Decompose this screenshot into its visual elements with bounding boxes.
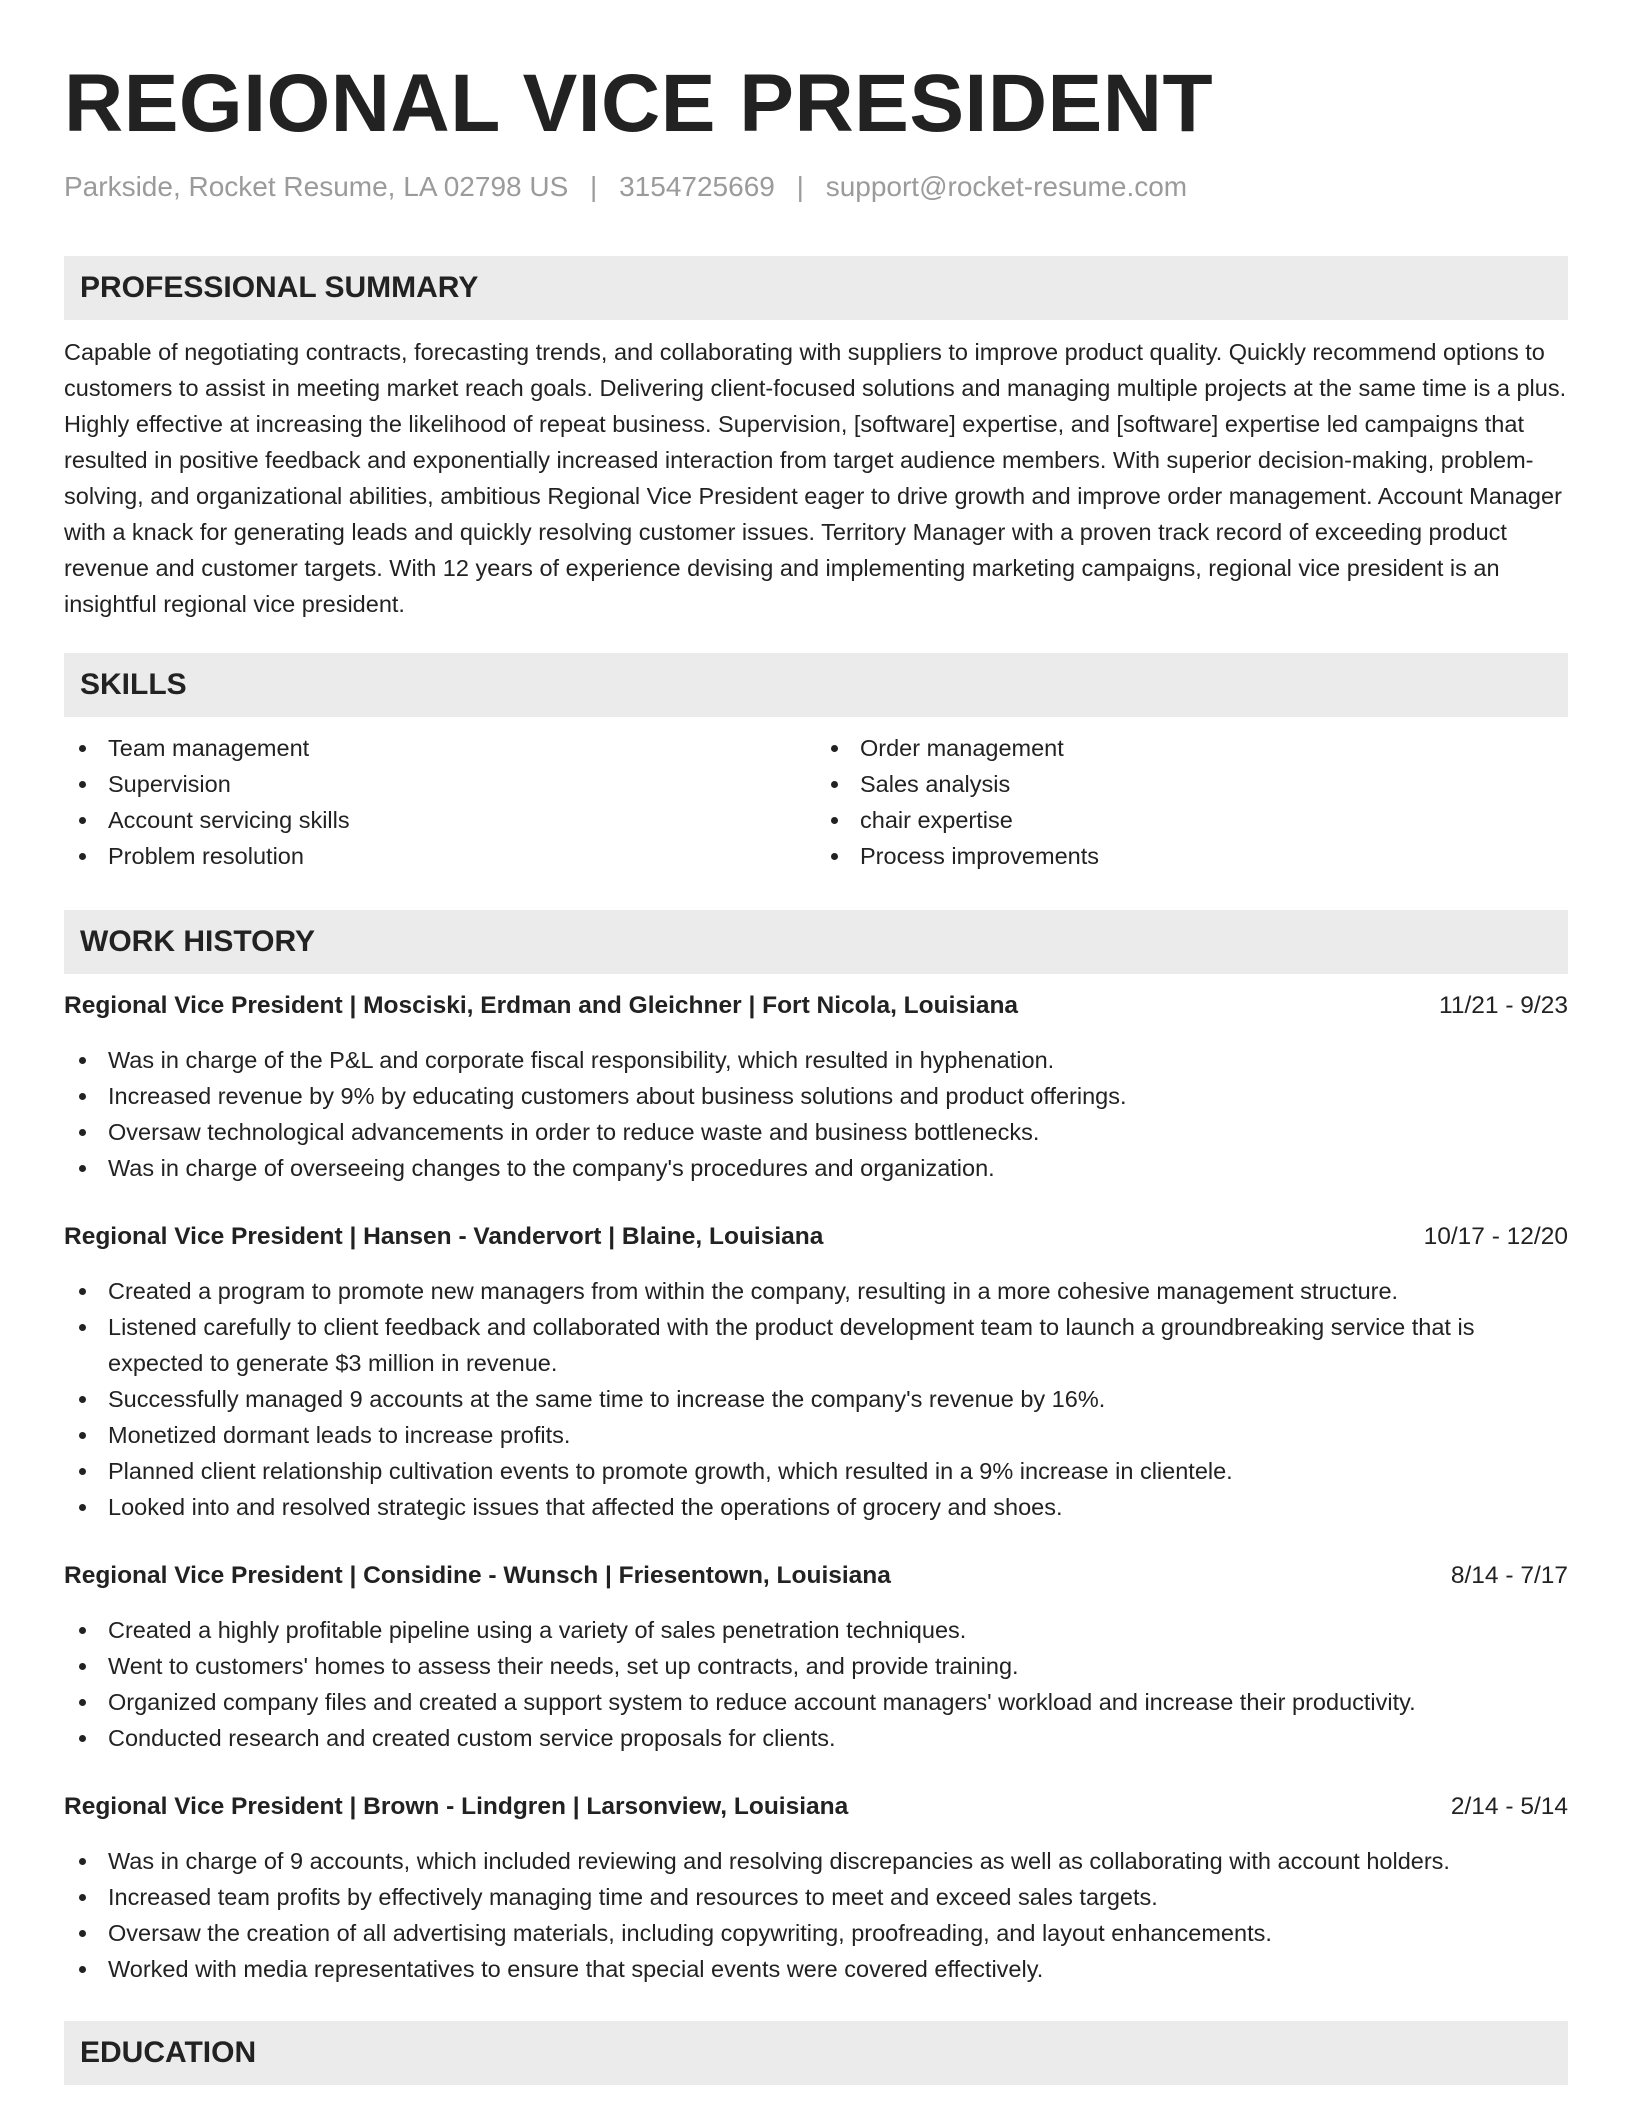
job-bullet: Was in charge of the P&L and corporate fiscal responsibility, which resulted in hyphenation.: [64, 1042, 1568, 1078]
job-bullet: Was in charge of overseeing changes to the company's procedures and organization.: [64, 1150, 1568, 1186]
job-header: [64, 1219, 1568, 1255]
skill-item: Order management: [816, 730, 1568, 766]
job-bullet: Monetized dormant leads to increase profits.: [64, 1417, 1568, 1453]
section-header-education: [64, 2021, 1568, 2085]
job-dates: 2/14 - 5/14: [1450, 1793, 1568, 1820]
skill-item: Account servicing skills: [64, 802, 816, 838]
skills-column-right: [816, 730, 1568, 874]
job-bullet: Organized company files and created a support system to reduce account managers' workload and increase their productivity.: [64, 1684, 1568, 1720]
job-bullet: Increased revenue by 9% by educating customers about business solutions and product offerings.: [64, 1078, 1568, 1114]
contact-email: support@rocket-resume.com: [825, 171, 1188, 202]
job-entry: [64, 1558, 1568, 1756]
job-entry: [64, 1219, 1568, 1525]
job-header: [64, 1558, 1568, 1594]
job-header: [64, 988, 1568, 1024]
job-bullet: Created a highly profitable pipeline using a variety of sales penetration techniques.: [64, 1612, 1568, 1648]
section-header-skills: [64, 653, 1568, 717]
job-bullet: Oversaw technological advancements in order to reduce waste and business bottlenecks.: [64, 1114, 1568, 1150]
job-dates: 8/14 - 7/17: [1450, 1562, 1568, 1589]
summary-text: Capable of negotiating contracts, forecasting trends, and collaborating with suppliers to improve product quality. Quickly recommend options to customers to assist in meeting market reach goals. Delivering client-focused solutions and managing multiple projects at the same time is a plus. Highly effective at increasing the likelihood of repeat business. Supervision, [software] expertise, and [software] expertise led campaigns that resulted in positive feedback and exponentially increased interaction from target audience members. With superior decision-making, problem-solving, and organizational abilities, ambitious Regional Vice President eager to drive growth and improve order management. Account Manager with a knack for generating leads and quickly resolving customer issues. Territory Manager with a proven track record of exceeding product revenue and customer targets. With 12 years of experience devising and implementing marketing campaigns, regional vice president is an insightful regional vice president.: [64, 339, 1567, 617]
job-entry: [64, 988, 1568, 1186]
job-entry: [64, 1789, 1568, 1987]
job-bullet: Worked with media representatives to ensure that special events were covered effectively.: [64, 1951, 1568, 1987]
skill-item: Problem resolution: [64, 838, 816, 874]
job-bullet: Looked into and resolved strategic issues that affected the operations of grocery and shoes.: [64, 1489, 1568, 1525]
skills-column-left: [64, 730, 816, 874]
section-title: EDUCATION: [80, 2036, 257, 2069]
job-bullet: Oversaw the creation of all advertising materials, including copywriting, proofreading, and layout enhancements.: [64, 1915, 1568, 1951]
section-title: WORK HISTORY: [80, 925, 316, 958]
section-title: SKILLS: [80, 668, 187, 701]
job-bullets: [64, 1273, 1568, 1525]
job-bullet: Increased team profits by effectively managing time and resources to meet and exceed sales targets.: [64, 1879, 1568, 1915]
job-bullets: [64, 1042, 1568, 1186]
job-bullet: Listened carefully to client feedback and collaborated with the product development team to launch a groundbreaking service that is expected to generate $3 million in revenue.: [64, 1309, 1568, 1381]
skill-item: Team management: [64, 730, 816, 766]
job-title: Regional Vice President | Considine - Wunsch | Friesentown, Louisiana: [64, 1562, 891, 1589]
section-header-summary: [64, 256, 1568, 320]
job-title: Regional Vice President | Hansen - Vandervort | Blaine, Louisiana: [64, 1223, 824, 1250]
job-bullet: Was in charge of 9 accounts, which included reviewing and resolving discrepancies as well as collaborating with account holders.: [64, 1843, 1568, 1879]
job-bullet: Successfully managed 9 accounts at the same time to increase the company's revenue by 16%.: [64, 1381, 1568, 1417]
contact-line: [64, 170, 1568, 204]
section-title: PROFESSIONAL SUMMARY: [80, 271, 479, 304]
job-bullets: [64, 1843, 1568, 1987]
contact-separator: |: [590, 171, 598, 202]
job-bullet: Created a program to promote new managers from within the company, resulting in a more cohesive management structure.: [64, 1273, 1568, 1309]
contact-separator: |: [796, 171, 804, 202]
skill-item: Supervision: [64, 766, 816, 802]
job-bullet: Went to customers' homes to assess their needs, set up contracts, and provide training.: [64, 1648, 1568, 1684]
skill-item: Process improvements: [816, 838, 1568, 874]
job-dates: 11/21 - 9/23: [1439, 992, 1568, 1019]
job-bullet: Conducted research and created custom service proposals for clients.: [64, 1720, 1568, 1756]
job-title: Regional Vice President | Brown - Lindgren | Larsonview, Louisiana: [64, 1793, 849, 1820]
skills-list: [64, 730, 1568, 874]
job-bullets: [64, 1612, 1568, 1756]
job-bullet: Planned client relationship cultivation events to promote growth, which resulted in a 9% increase in clientele.: [64, 1453, 1568, 1489]
contact-address: Parkside, Rocket Resume, LA 02798 US: [64, 171, 569, 202]
job-title: Regional Vice President | Mosciski, Erdman and Gleichner | Fort Nicola, Louisiana: [64, 992, 1019, 1019]
skill-item: chair expertise: [816, 802, 1568, 838]
section-header-work-history: [64, 910, 1568, 974]
job-dates: 10/17 - 12/20: [1423, 1223, 1568, 1250]
job-header: [64, 1789, 1568, 1825]
resume-name: REGIONAL VICE PRESIDENT: [64, 58, 1214, 149]
skill-item: Sales analysis: [816, 766, 1568, 802]
contact-phone: 3154725669: [619, 171, 775, 202]
